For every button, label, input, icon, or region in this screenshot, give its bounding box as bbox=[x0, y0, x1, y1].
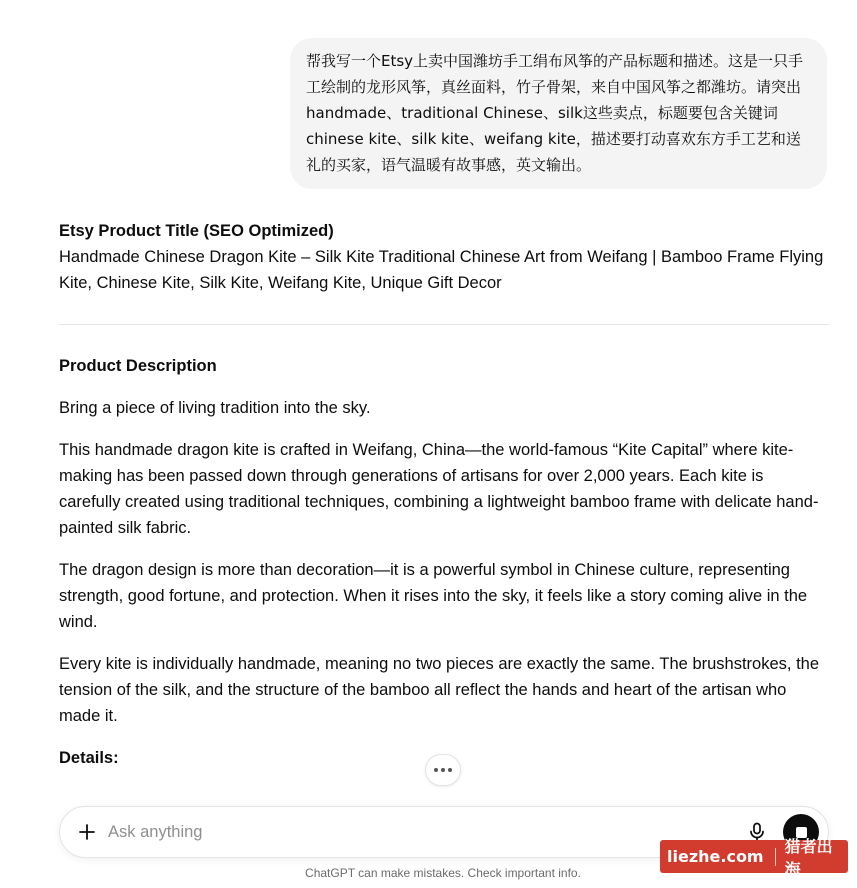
title-text: Handmade Chinese Dragon Kite – Silk Kite Traditional Chinese Art from Weifang | Bamboo Frame Flying Kite, Chinese Kite, Silk Kite, Weifang Kite, Unique Gift Decor bbox=[59, 248, 824, 292]
title-heading: Etsy Product Title (SEO Optimized) bbox=[59, 222, 334, 240]
plus-icon[interactable] bbox=[74, 819, 100, 845]
watermark-left: liezhe.com bbox=[667, 847, 764, 866]
divider bbox=[59, 324, 829, 325]
composer-input[interactable] bbox=[108, 820, 708, 844]
more-horizontal-icon[interactable] bbox=[425, 754, 461, 786]
disclaimer: ChatGPT can make mistakes. Check important info. bbox=[305, 866, 581, 880]
watermark bbox=[660, 836, 848, 879]
dot bbox=[434, 768, 438, 772]
description-paragraph-3: The dragon design is more than decoration—it is a powerful symbol in Chinese culture, representing strength, good fortune, and protection. When it rises into the sky, it feels like a story coming alive in the wind. bbox=[59, 561, 808, 631]
description-heading: Product Description bbox=[59, 357, 217, 375]
watermark-separator bbox=[775, 848, 776, 866]
watermark-right: 猎者出海 bbox=[784, 836, 833, 879]
dot bbox=[448, 768, 452, 772]
user-message-bubble bbox=[290, 38, 827, 189]
description-paragraph-4: Every kite is individually handmade, meaning no two pieces are exactly the same. The brushstrokes, the tension of the silk, and the structure of the bamboo all reflect the hands and heart of the artisan who made it. bbox=[59, 655, 820, 725]
dot bbox=[441, 768, 445, 772]
description-paragraph-1: Bring a piece of living tradition into the sky. bbox=[59, 399, 371, 417]
assistant-message bbox=[59, 218, 829, 815]
details-heading: Details: bbox=[59, 749, 119, 767]
description-paragraph-2: This handmade dragon kite is crafted in Weifang, China—the world-famous “Kite Capital” where kite-making has been passed down through generations of artisans for over 2,000 years. Each kite is carefully created using traditional techniques, combining a lightweight bamboo frame with delicate hand-painted silk fabric. bbox=[59, 441, 819, 537]
user-message-text: 帮我写一个Etsy上卖中国潍坊手工绢布风筝的产品标题和描述。这是一只手工绘制的龙形风筝，真丝面料，竹子骨架，来自中国风筝之都潍坊。请突出handmade、traditional Chinese、silk这些卖点，标题要包含关键词chinese kite、silk kite、weifang kite，描述要打动喜欢东方手工艺和送礼的买家，语气温暖有故事感，英文输出。 bbox=[306, 52, 804, 174]
